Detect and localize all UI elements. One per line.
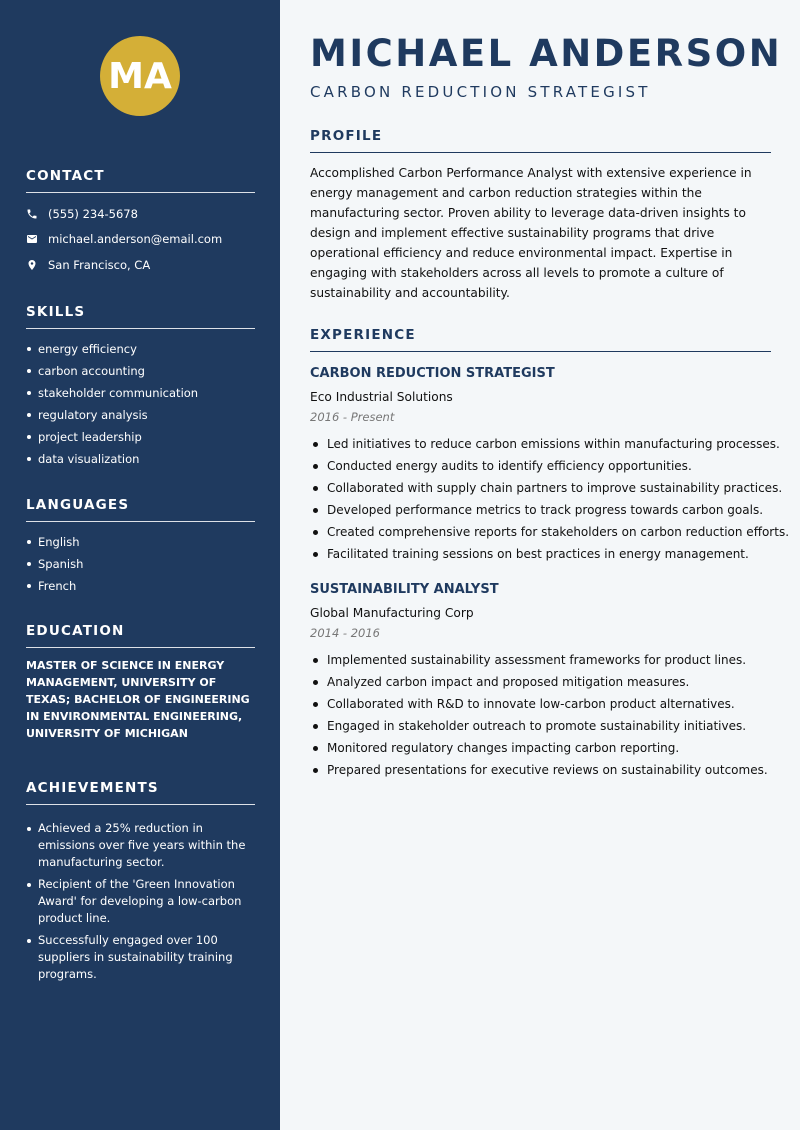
achievement-item: Successfully engaged over 100 suppliers in sustainability training programs. [26, 932, 255, 983]
achievements-section [26, 780, 255, 988]
languages-heading: LANGUAGES [26, 497, 255, 522]
job-bullet: Monitored regulatory changes impacting carbon reporting. [310, 737, 771, 759]
location-text: San Francisco, CA [48, 257, 151, 272]
job-bullets [310, 649, 771, 781]
skill-item: energy efficiency [26, 338, 255, 360]
job-bullet: Prepared presentations for executive reviews on sustainability outcomes. [310, 759, 771, 781]
phone-icon [26, 208, 38, 220]
job-company: Eco Industrial Solutions [310, 390, 453, 404]
skill-item: stakeholder communication [26, 382, 255, 404]
job-entry [310, 581, 771, 781]
skills-section [26, 304, 255, 470]
achievement-item: Recipient of the 'Green Innovation Award' for developing a low-carbon product line. [26, 876, 255, 927]
job-bullet: Collaborated with R&D to innovate low-carbon product alternatives. [310, 693, 771, 715]
achievement-item: Achieved a 25% reduction in emissions over five years within the manufacturing sector. [26, 820, 255, 871]
email-text: michael.anderson@email.com [48, 232, 223, 247]
job-entry [310, 365, 790, 565]
education-section [26, 623, 255, 742]
contact-location [26, 252, 255, 278]
language-item: French [26, 575, 255, 597]
job-bullet: Collaborated with supply chain partners to improve sustainability practices. [310, 477, 771, 499]
language-item: Spanish [26, 553, 255, 575]
location-pin-icon [26, 259, 38, 271]
education-heading: EDUCATION [26, 623, 255, 648]
job-title: CARBON REDUCTION STRATEGIST [310, 366, 555, 381]
job-bullet: Created comprehensive reports for stakeholders on carbon reduction efforts. [310, 521, 771, 543]
sidebar [0, 0, 280, 1130]
job-bullet: Facilitated training sessions on best practices in energy management. [310, 543, 771, 565]
phone-text: (555) 234-5678 [48, 206, 138, 221]
profile-heading: PROFILE [310, 128, 771, 153]
candidate-name: MICHAEL ANDERSON [310, 32, 783, 75]
candidate-role: CARBON REDUCTION STRATEGIST [310, 83, 651, 101]
email-icon [26, 233, 38, 245]
job-dates: 2014 - 2016 [310, 626, 380, 640]
job-bullets [310, 433, 790, 565]
skill-item: carbon accounting [26, 360, 255, 382]
job-dates: 2016 - Present [310, 410, 395, 424]
education-text: MASTER OF SCIENCE IN ENERGY MANAGEMENT, UNIVERSITY OF TEXAS; BACHELOR OF ENGINEERING IN ENVIRONMENTAL ENGINEERING, UNIVERSITY OF MICHIGAN [26, 659, 250, 740]
avatar: MA [100, 36, 180, 116]
skill-item: project leadership [26, 426, 255, 448]
skill-item: regulatory analysis [26, 404, 255, 426]
profile-text: Accomplished Carbon Performance Analyst with extensive experience in energy management and carbon reduction strategies within the manufacturing sector. Proven ability to leverage data-driven insights to design and implement effective sustainability programs that drive operational efficiency and reduce environmental impact. Expertise in engaging with stakeholders across all levels to promote a culture of sustainability and accountability. [310, 166, 752, 300]
languages-list [26, 531, 255, 597]
job-company: Global Manufacturing Corp [310, 606, 474, 620]
language-item: English [26, 531, 255, 553]
job-bullet: Engaged in stakeholder outreach to promote sustainability initiatives. [310, 715, 771, 737]
skills-list [26, 338, 255, 470]
achievements-list [26, 820, 255, 983]
job-bullet: Led initiatives to reduce carbon emissions within manufacturing processes. [310, 433, 771, 455]
achievements-heading: ACHIEVEMENTS [26, 780, 255, 805]
job-bullet: Developed performance metrics to track progress towards carbon goals. [310, 499, 771, 521]
contact-phone [26, 201, 255, 227]
job-title: SUSTAINABILITY ANALYST [310, 582, 499, 597]
job-bullet: Implemented sustainability assessment frameworks for product lines. [310, 649, 771, 671]
languages-section [26, 497, 255, 597]
contact-heading: CONTACT [26, 168, 255, 193]
skills-heading: SKILLS [26, 304, 255, 329]
job-bullet: Analyzed carbon impact and proposed mitigation measures. [310, 671, 771, 693]
contact-email [26, 227, 255, 253]
skill-item: data visualization [26, 448, 255, 470]
experience-heading: EXPERIENCE [310, 327, 771, 352]
contact-section [26, 168, 255, 278]
job-bullet: Conducted energy audits to identify efficiency opportunities. [310, 455, 771, 477]
